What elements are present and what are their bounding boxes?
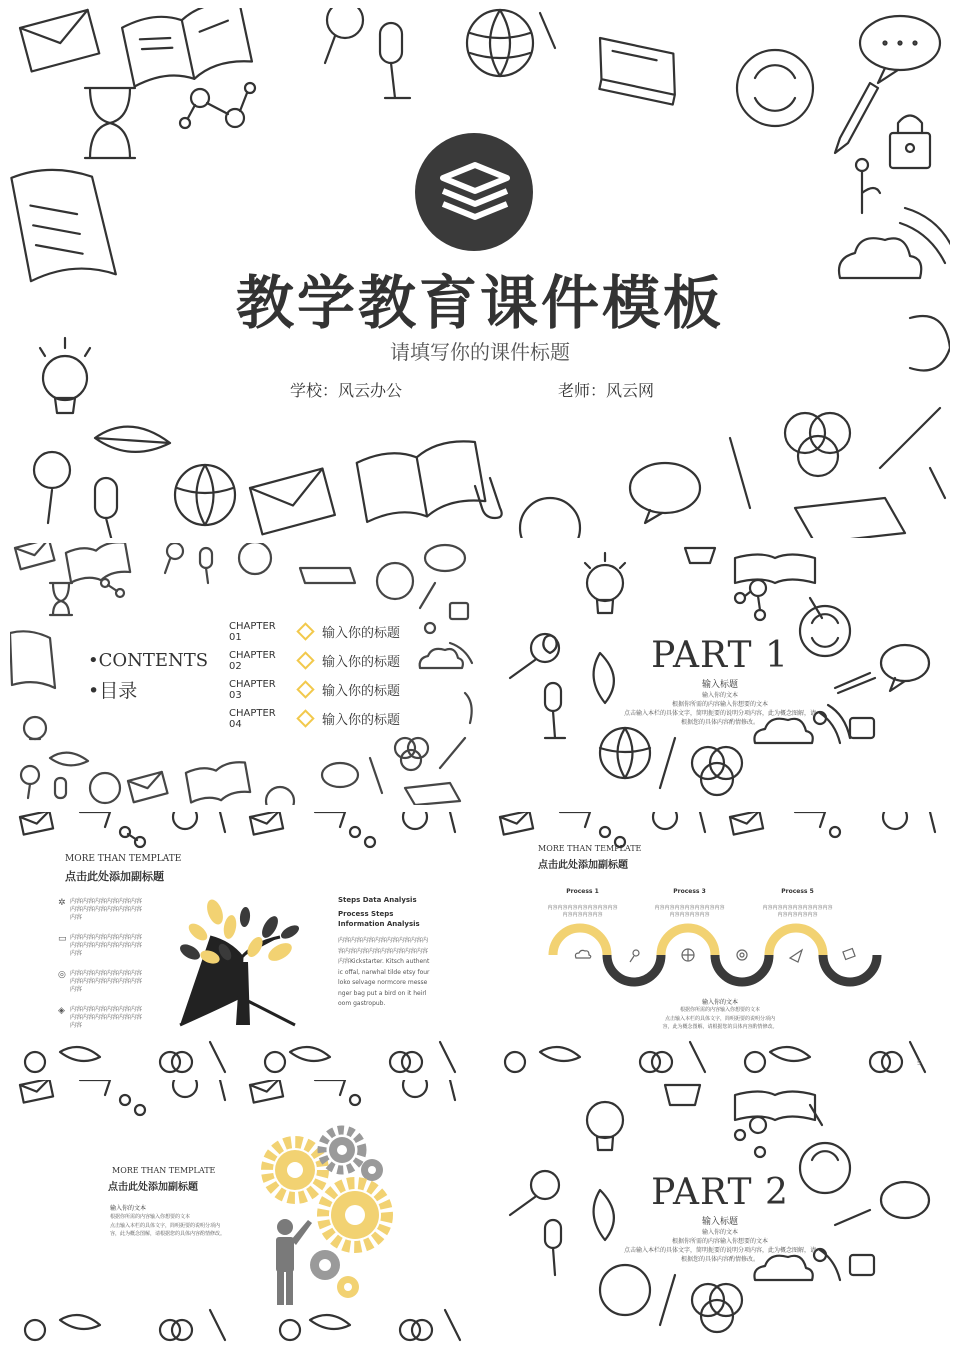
bullet-list (58, 898, 178, 1042)
part2-line1: 输入你的文本 (701, 1229, 738, 1236)
tree-slide (10, 812, 475, 1074)
bullet-item (58, 1006, 178, 1042)
chapter-item[interactable] (229, 617, 400, 646)
bullet-item (58, 970, 178, 1006)
part1-subtitle: 输入标题 (701, 680, 738, 690)
gear-icon (337, 1276, 359, 1298)
part1-line2: 根据你所需的内容输入你想要的文本 (671, 701, 768, 708)
bullet-text: 内容内容内容内容内容内容 内容内容内容内容内容内容 内容 (70, 934, 143, 957)
part2-slide (490, 1080, 950, 1342)
target-icon: ◎ (58, 970, 66, 980)
bottom-line1: 根据你所需的内容输入你想要的文本 (679, 1007, 760, 1013)
bottom-title: 输入你的文本 (701, 999, 738, 1006)
process-title: 点击此处添加副标题 (538, 860, 628, 871)
teacher-label: 老师：风云网 (558, 381, 655, 400)
part2-line3: 点击输入本栏的具体文字，简明扼要的说明分项内容，此为概念图解，请 (623, 1247, 816, 1254)
part2-line4: 根据您的具体内容酌情修改。 (680, 1256, 759, 1263)
chapter-item[interactable] (229, 675, 400, 704)
tree-title: 点击此处添加副标题 (65, 870, 164, 883)
chapter-title: 输入你的标题 (322, 684, 401, 699)
cover-slide (10, 8, 950, 538)
bullet-item (58, 934, 178, 970)
gear-icon (267, 1142, 323, 1198)
part2-title: PART 2 (651, 1172, 789, 1213)
part2-subtitle: 输入标题 (701, 1217, 738, 1227)
gears-illustration (260, 1125, 400, 1310)
step-label: Process 1 (566, 888, 599, 895)
gear-icon (361, 1159, 383, 1181)
gear-eyebrow: MORE THAN TEMPLATE (112, 1166, 216, 1175)
right-body: 内容内容内容内容内容内容内容内容内容内容内容内容内容内容内容内容Kickstarter. Kitsch authentic offal, narwhal tilde etsy four loko selvage normcore messenger bag put a bird on it heirloom gastropub. (338, 937, 430, 1007)
bullet-text: 内容内容内容内容内容内容 内容内容内容内容内容内容 内容 (70, 970, 143, 993)
tree-eyebrow: MORE THAN TEMPLATE (65, 854, 182, 864)
part1-line1: 输入你的文本 (701, 692, 738, 699)
chapter-number: CHAPTER 04 (229, 707, 276, 730)
chapter-title: 输入你的标题 (322, 713, 401, 728)
contents-heading-cn: •目录 (88, 680, 138, 702)
chapter-title: 输入你的标题 (322, 626, 401, 641)
contents-heading-en: •CONTENTS (88, 650, 209, 671)
bullet-text: 内容内容内容内容内容内容 内容内容内容内容内容内容 内容 (70, 898, 143, 921)
gear-line2: 点击输入本栏的具体文字，简明扼要的说明分项内 (110, 1223, 221, 1229)
doodle-background (10, 1080, 475, 1342)
gear-icon (323, 1183, 387, 1247)
chapter-list (229, 617, 400, 733)
chapter-item[interactable] (229, 646, 400, 675)
school-label: 学校：风云办公 (290, 381, 403, 400)
bullet-text: 内容内容内容内容内容内容 内容内容内容内容内容内容 内容 (70, 1006, 143, 1029)
right-title: Steps Data Analysis (338, 896, 417, 904)
books-icon (415, 133, 533, 251)
gear-body-title: 输入你的文本 (110, 1205, 147, 1212)
chapter-number: CHAPTER 01 (229, 620, 276, 643)
bullet-item (58, 898, 178, 934)
page-number: 5 (917, 1060, 921, 1067)
step-text: 内容内容内容内容内容内容内容 内容内容内容内容 (547, 905, 618, 918)
tree-illustration (170, 897, 310, 1027)
process-slide (490, 812, 950, 1074)
diamond-icon (296, 680, 314, 698)
step-text: 内容内容内容内容内容内容内容 内容内容内容内容 (654, 905, 725, 918)
cover-title: 教学教育课件模板 (235, 269, 724, 337)
step-text: 内容内容内容内容内容内容内容 内容内容内容内容 (762, 905, 833, 918)
cover-subtitle: 请填写你的课件标题 (390, 340, 570, 364)
bottom-line3: 容，此为概念图解，请根据您的具体内容酌情修改。 (662, 1024, 778, 1030)
part2-line2: 根据你所需的内容输入你想要的文本 (671, 1238, 768, 1245)
monitor-icon: ▭ (58, 934, 67, 944)
bottom-line2: 点击输入本栏的具体文字，简明扼要的说明分项内 (664, 1016, 775, 1022)
part1-slide (490, 543, 950, 805)
gear-slide (10, 1080, 475, 1342)
gear-line3: 容，此为概念图解，请根据您的具体内容酌情修改。 (110, 1231, 226, 1237)
layers-icon: ◈ (58, 1006, 65, 1016)
process-wave (548, 920, 888, 990)
part1-title: PART 1 (651, 635, 789, 676)
chapter-title: 输入你的标题 (322, 655, 401, 670)
gear-icon: ✲ (58, 898, 66, 908)
right-subtitle: Process Steps Information Analysis (338, 910, 420, 928)
chapter-number: CHAPTER 03 (229, 678, 276, 701)
diamond-icon (296, 651, 314, 669)
step-label: Process 5 (781, 888, 814, 895)
contents-slide (10, 543, 475, 805)
part1-line3: 点击输入本栏的具体文字，简明扼要的说明分项内容，此为概念图解，请 (623, 710, 816, 717)
chapter-number: CHAPTER 02 (229, 649, 276, 672)
part1-line4: 根据您的具体内容酌情修改。 (680, 719, 759, 726)
gear-title: 点击此处添加副标题 (108, 1182, 198, 1193)
diamond-icon (296, 709, 314, 727)
diamond-icon (296, 622, 314, 640)
process-eyebrow: MORE THAN TEMPLATE (538, 844, 642, 853)
gear-line1: 根据你所需的内容输入你想要的文本 (110, 1214, 191, 1220)
gear-icon (310, 1250, 340, 1280)
step-label: Process 3 (673, 888, 706, 895)
chapter-item[interactable] (229, 704, 400, 733)
